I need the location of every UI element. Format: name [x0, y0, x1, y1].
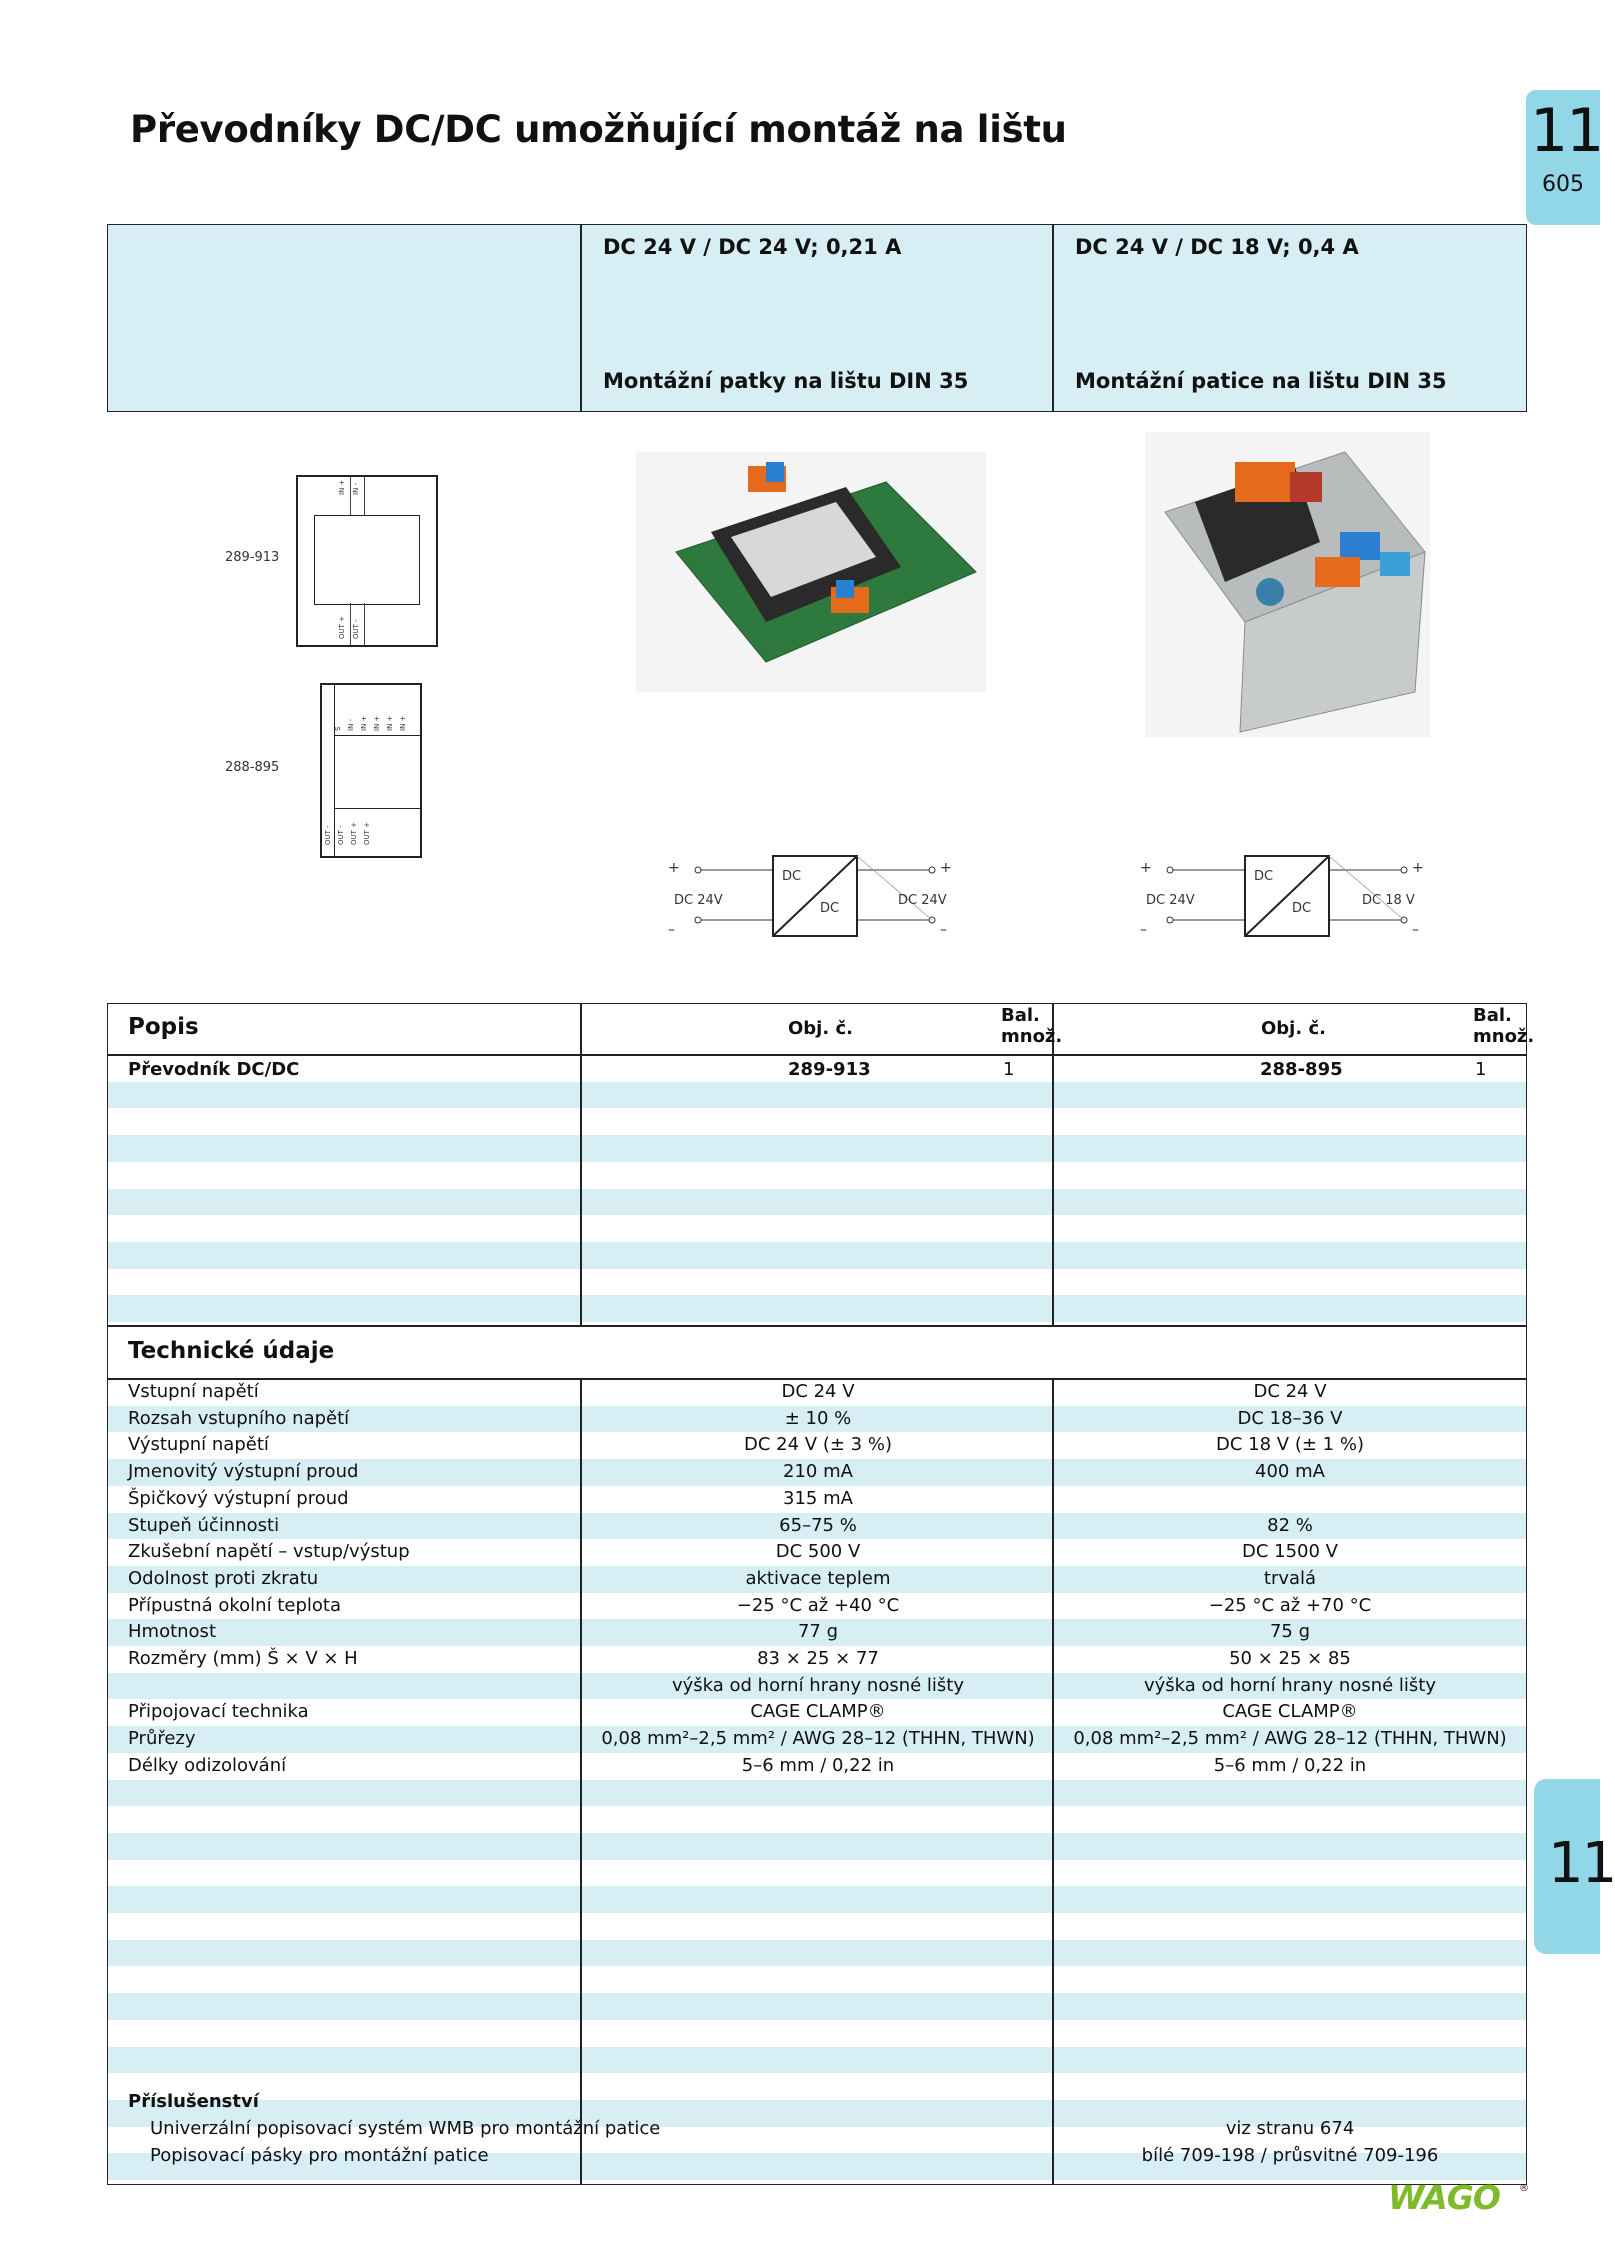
- pin-label: IN -: [347, 718, 355, 731]
- order-number-2: 288-895: [1260, 1059, 1343, 1080]
- plus-out: +: [940, 860, 952, 876]
- divider: [1052, 225, 1054, 411]
- svg-text:®: ®: [1519, 2183, 1529, 2194]
- order-table: [107, 1003, 1535, 1327]
- minus-in: –: [668, 922, 675, 938]
- order-table-heading: Popis: [128, 1014, 199, 1040]
- schematic-288-895: [1132, 850, 1432, 940]
- accessory-label: Univerzální popisovací systém WMB pro montážní patice: [150, 2118, 661, 2139]
- tech-label: Délky odizolování: [128, 1754, 287, 1776]
- table-row: [108, 1940, 1526, 1967]
- output-voltage: DC 24V: [898, 893, 947, 908]
- pin-label: IN +: [399, 715, 407, 731]
- input-voltage: DC 24V: [1146, 893, 1195, 908]
- tech-v1: DC 500 V: [775, 1541, 861, 1563]
- table-row: [108, 1162, 1526, 1189]
- tech-v2: DC 18–36 V: [1237, 1407, 1343, 1429]
- table-row: [108, 1833, 1526, 1860]
- chapter-tab: [1526, 90, 1603, 225]
- pin-line: [350, 477, 351, 515]
- tech-v1: DC 24 V (± 3 %): [744, 1434, 892, 1456]
- table-row: [108, 1215, 1526, 1242]
- tech-v2: CAGE CLAMP®: [1222, 1701, 1358, 1723]
- pin-label: OUT -: [324, 825, 332, 845]
- table-row: [108, 1780, 1526, 1807]
- chapter-number: 11: [1530, 96, 1603, 166]
- tech-label: Špičkový výstupní proud: [128, 1487, 349, 1509]
- pin-label: IN +: [360, 715, 368, 731]
- pin-label: OUT -: [352, 619, 360, 639]
- pin-label: IN +: [373, 715, 381, 731]
- table-row: [108, 1135, 1526, 1162]
- tech-v2: DC 24 V: [1253, 1381, 1327, 1402]
- tech-v1: 77 g: [797, 1621, 839, 1643]
- product-photo-288-895: [1145, 432, 1430, 737]
- tech-v2: DC 1500 V: [1242, 1541, 1338, 1563]
- accessories-heading: Příslušenství: [128, 2091, 259, 2112]
- tech-v2: výška od horní hrany nosné lišty: [1143, 1674, 1437, 1696]
- table-row: [108, 1913, 1526, 1940]
- tech-v1: DC 24 V: [781, 1381, 855, 1402]
- tech-label: Vstupní napětí: [128, 1381, 259, 1402]
- pin-line: [364, 477, 365, 515]
- tech-label: Průřezy: [128, 1728, 196, 1750]
- tech-v1: 0,08 mm²–2,5 mm² / AWG 28–12 (THHN, THWN): [601, 1728, 1035, 1750]
- divider: [1052, 1004, 1054, 1326]
- pin-label: OUT +: [350, 822, 358, 845]
- header-col2-subtitle: Montážní patice na lištu DIN 35: [1075, 369, 1447, 393]
- tech-label: Přípustná okolní teplota: [128, 1594, 341, 1616]
- output-voltage: DC 18 V: [1362, 893, 1415, 908]
- tech-v2: 400 mA: [1255, 1461, 1325, 1483]
- product-header: [107, 224, 1527, 412]
- col-obj-1: Obj. č.: [788, 1018, 853, 1039]
- pin-line: [350, 603, 351, 645]
- tech-v1: −25 °C až +40 °C: [736, 1594, 900, 1616]
- header-col1-subtitle: Montážní patky na lištu DIN 35: [603, 369, 969, 393]
- tech-v2: DC 18 V (± 1 %): [1216, 1434, 1364, 1456]
- divider: [580, 225, 582, 411]
- pin-label: IN +: [338, 479, 346, 495]
- box-top-label: DC: [782, 869, 802, 884]
- tech-label: Rozměry (mm) Š × V × H: [128, 1648, 358, 1669]
- plus-in: +: [668, 860, 680, 876]
- input-voltage: DC 24V: [674, 893, 723, 908]
- col-bal-1a: Bal.: [1001, 1005, 1040, 1026]
- table-row: [108, 1966, 1526, 1993]
- drawing-288-895: [320, 683, 422, 858]
- table-row: [108, 2020, 1526, 2047]
- tech-label: Odolnost proti zkratu: [128, 1567, 319, 1589]
- schematic-289-913: [660, 850, 960, 940]
- header-col1-title: DC 24 V / DC 24 V; 0,21 A: [603, 235, 902, 259]
- box-bottom-label: DC: [1292, 901, 1312, 916]
- accessory-v2: viz stranu 674: [1225, 2118, 1355, 2139]
- product-name: Převodník DC/DC: [128, 1059, 300, 1080]
- minus-out: –: [940, 922, 947, 938]
- table-row: [108, 1108, 1526, 1135]
- tech-v1: 5–6 mm / 0,22 in: [741, 1754, 895, 1776]
- pin-label: S: [334, 726, 342, 731]
- plus-out: +: [1412, 860, 1424, 876]
- col-obj-2: Obj. č.: [1261, 1018, 1326, 1039]
- tech-label: Stupeň účinnosti: [128, 1514, 280, 1536]
- drawing-289-913: [296, 475, 438, 647]
- divider: [580, 1004, 582, 1326]
- pin-label: OUT +: [338, 616, 346, 639]
- tech-v1: 65–75 %: [779, 1514, 857, 1536]
- tech-v1: 210 mA: [783, 1461, 853, 1483]
- table-row: [108, 1806, 1526, 1833]
- drawing-body: [334, 735, 420, 809]
- tech-v1: CAGE CLAMP®: [750, 1701, 886, 1723]
- tech-label: Rozsah vstupního napětí: [128, 1407, 350, 1429]
- pin-line: [364, 603, 365, 645]
- header-rule: [108, 1378, 1526, 1380]
- tech-v1: 315 mA: [783, 1487, 853, 1509]
- tech-v2: −25 °C až +70 °C: [1208, 1594, 1372, 1616]
- minus-out: –: [1412, 922, 1419, 938]
- tech-label: Hmotnost: [128, 1621, 216, 1643]
- drawing-body: [314, 515, 420, 605]
- col-bal-1b: množ.: [1001, 1026, 1063, 1047]
- pack-qty-2: 1: [1475, 1059, 1487, 1080]
- page-number: 605: [1542, 172, 1584, 197]
- col-bal-2b: množ.: [1473, 1026, 1535, 1047]
- table-row: [108, 1269, 1526, 1296]
- table-row: [108, 1189, 1526, 1216]
- table-row: [108, 1886, 1526, 1913]
- table-row: [108, 1860, 1526, 1887]
- table-row: [108, 1242, 1526, 1269]
- tech-v2: 5–6 mm / 0,22 in: [1213, 1754, 1367, 1776]
- header-col2-title: DC 24 V / DC 18 V; 0,4 A: [1075, 235, 1359, 259]
- pin-label: IN -: [352, 482, 360, 495]
- tech-v2: trvalá: [1263, 1567, 1317, 1589]
- pack-qty-1: 1: [1003, 1059, 1015, 1080]
- table-row: [108, 1993, 1526, 2020]
- tech-v1: výška od horní hrany nosné lišty: [671, 1674, 965, 1696]
- minus-in: –: [1140, 922, 1147, 938]
- order-number-1: 289-913: [788, 1059, 871, 1080]
- accessory-v2: bílé 709-198 / průsvitné 709-196: [1141, 2144, 1439, 2166]
- figure-label-289: 289-913: [225, 550, 280, 565]
- plus-in: +: [1140, 860, 1152, 876]
- tech-v2: 0,08 mm²–2,5 mm² / AWG 28–12 (THHN, THWN): [1073, 1728, 1507, 1750]
- table-row: [108, 1295, 1526, 1322]
- box-top-label: DC: [1254, 869, 1274, 884]
- page-title: Převodníky DC/DC umožňující montáž na lištu: [130, 108, 1067, 151]
- wago-logo: [1388, 2178, 1529, 2217]
- table-row: [108, 2073, 1526, 2100]
- tech-label: Připojovací technika: [128, 1701, 309, 1723]
- tech-label: Zkušební napětí – vstup/výstup: [128, 1541, 410, 1563]
- product-photo-289-913: [636, 452, 986, 692]
- table-row: [108, 2047, 1526, 2074]
- logo-text: WAGO: [1388, 2178, 1500, 2217]
- tech-v1: aktivace teplem: [745, 1567, 891, 1589]
- side-chapter-tab: [1534, 1779, 1615, 1954]
- pin-label: IN +: [386, 715, 394, 731]
- technical-heading: Technické údaje: [128, 1338, 335, 1364]
- col-bal-2a: Bal.: [1473, 1005, 1512, 1026]
- figure-label-288: 288-895: [225, 760, 280, 775]
- table-row: [108, 1082, 1526, 1109]
- accessory-label: Popisovací pásky pro montážní patice: [150, 2144, 489, 2166]
- pin-label: OUT +: [363, 822, 371, 845]
- header-rule: [108, 1054, 1526, 1056]
- tech-label: Jmenovitý výstupní proud: [128, 1461, 359, 1483]
- tech-v1: ± 10 %: [784, 1407, 852, 1429]
- pin-label: OUT -: [337, 825, 345, 845]
- tech-v1: 83 × 25 × 77: [757, 1648, 879, 1669]
- tech-v2: 50 × 25 × 85: [1229, 1648, 1351, 1669]
- side-chapter-number: 11: [1548, 1831, 1615, 1896]
- tech-label: Výstupní napětí: [128, 1434, 269, 1456]
- technical-table: [107, 1325, 1527, 2185]
- tech-v2: 75 g: [1269, 1621, 1311, 1643]
- tech-v2: 82 %: [1267, 1514, 1313, 1536]
- box-bottom-label: DC: [820, 901, 840, 916]
